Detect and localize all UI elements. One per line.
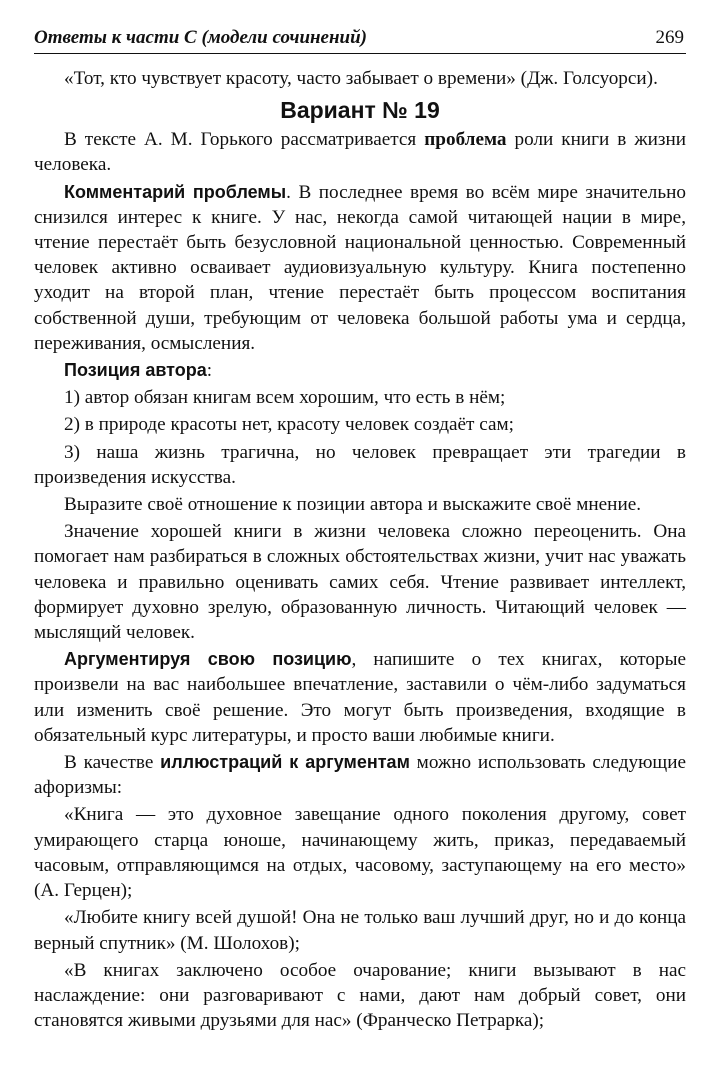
meaning-paragraph: Значение хорошей книги в жизни человека сложно переоценить. Она помогает нам разбираться в сложных обстоятельствах жизни, учит нас уважать человека и правильно оценивать самих себя. Чтение развивает интеллект, формирует духовно зрелую, образованную личность. Читающий человек — мыслящий человек.: [34, 521, 686, 644]
variant-heading: Вариант № 19: [280, 97, 440, 124]
comment-label: Комментарий проблемы: [64, 181, 287, 202]
comment-paragraph: [34, 180, 686, 356]
page-body: [34, 66, 686, 1033]
argue-label: Аргументируя свою позицию: [64, 649, 352, 670]
argue-paragraph: [34, 647, 686, 748]
argue-text: , напишите о тех книгах, которые произвели на вас наибольшее впечатление, заставили о чём-либо задуматься или изменить своё решение. Это могут быть произведения, входящие в обязательный курс литературы, и просто ваши любимые книги.: [34, 649, 686, 746]
comment-text: . В последнее время во всём мире значительно снизился интерес к книге. У нас, некогда самой читающей нации в мире, чтение перестаёт быть безусловной национальной ценностью. Современный человек активно осваивает аудиовизуальную культуру. Книга постепенно уходит на второй план, чтение перестаёт быть процессом воспитания собственной души, требующим от человека большой работы ума и сердца, переживания, осмысления.: [34, 181, 686, 354]
position-item: 1) автор обязан книгам всем хорошим, что есть в нём;: [64, 387, 506, 409]
position-item: 2) в природе красоты нет, красоту человек создаёт сам;: [64, 414, 514, 436]
book-page: [34, 26, 686, 1035]
illustrations-text-start: В качестве: [64, 752, 161, 774]
running-header-title: Ответы к части С (модели сочинений): [34, 27, 368, 48]
problem-keyword: проблема: [424, 129, 507, 151]
position-colon: :: [206, 360, 213, 382]
intro-quote: «Тот, кто чувствует красоту, часто забывает о времени» (Дж. Голсуорси).: [64, 68, 658, 89]
illustrations-paragraph: [34, 750, 686, 800]
position-label: Позиция автора: [64, 360, 207, 381]
illustrations-text-end: можно использовать следующие афоризмы:: [34, 752, 686, 799]
problem-text-end: роли книги в жизни человека.: [34, 129, 687, 176]
problem-paragraph: [34, 127, 686, 177]
page-number: 269: [655, 27, 684, 48]
running-header: [34, 26, 686, 54]
aphorism-item: «Книга — это духовное завещание одного поколения другому, совет умирающего старца юноше, начинающему жить, приказ, передаваемый часовым, отправляющимся на отдых, часовому, заступающему на его место» (А. Герцен);: [34, 804, 686, 902]
illustrations-label: иллюстраций к аргументам: [160, 752, 410, 773]
position-item: 3) наша жизнь трагична, но человек превращает эти трагедии в произведения искусства.: [34, 441, 686, 488]
problem-text-start: В тексте А. М. Горького рассматривается: [64, 129, 425, 151]
express-opinion-paragraph: Выразите своё отношение к позиции автора и выскажите своё мнение.: [64, 494, 642, 516]
position-heading: [34, 358, 686, 383]
aphorism-item: «В книгах заключено особое очарование; книги вызывают в нас наслаждение: они разговаривают с нами, дают нам добрый совет, они становятся живыми друзьями для нас» (Франческо Петрарка);: [34, 959, 686, 1032]
aphorism-item: «Любите книгу всей душой! Она не только ваш лучший друг, но и до конца верный спутник» (М. Шолохов);: [34, 907, 686, 954]
